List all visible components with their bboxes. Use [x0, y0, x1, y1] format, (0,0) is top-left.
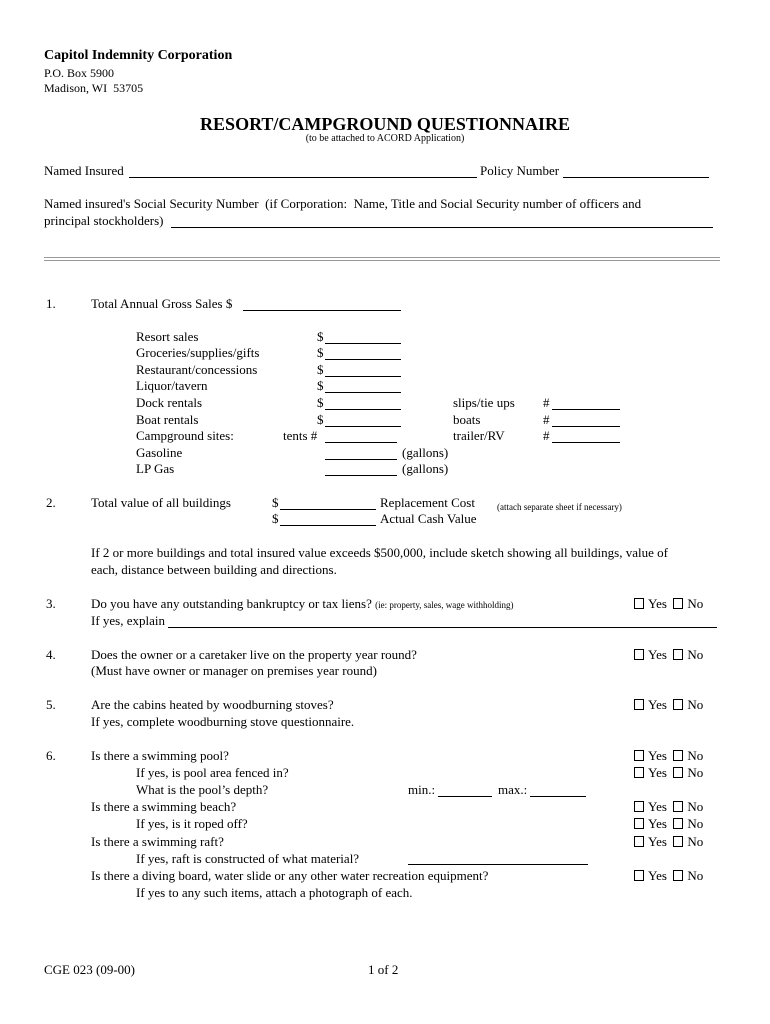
min-label: min.:: [408, 782, 436, 797]
gasoline-field[interactable]: [325, 459, 397, 460]
liquor-field[interactable]: [325, 392, 401, 393]
replacement-cost-field[interactable]: [280, 509, 376, 510]
q4-line-2: (Must have owner or manager on premises year round): [91, 663, 377, 678]
q6-depth: What is the pool’s depth?: [136, 782, 269, 797]
hash-sign: #: [543, 428, 550, 443]
groceries-label: Groceries/supplies/gifts: [136, 345, 260, 360]
roped-yes-checkbox[interactable]: [634, 818, 644, 829]
beach-yes-checkbox[interactable]: [634, 801, 644, 812]
fenced-no-checkbox[interactable]: [673, 767, 683, 778]
q3-label: Do you have any outstanding bankruptcy or tax liens? (ie: property, sales, wage withholding): [91, 596, 514, 611]
q4-yes-checkbox[interactable]: [634, 649, 644, 660]
beach-no-checkbox[interactable]: [673, 801, 683, 812]
divider-bottom: [44, 260, 720, 261]
q3-explain-label: If yes, explain: [91, 613, 166, 628]
q6-fenced-yes-no: Yes No: [634, 765, 703, 781]
lp-gas-gallons-label: (gallons): [402, 461, 449, 476]
dollar-sign: $: [317, 412, 324, 427]
actual-cash-value-field[interactable]: [280, 525, 376, 526]
q1-number: 1.: [46, 296, 56, 311]
hash-sign: #: [543, 412, 550, 427]
restaurant-label: Restaurant/concessions: [136, 362, 258, 377]
q6-number: 6.: [46, 748, 56, 763]
dock-rentals-field[interactable]: [325, 409, 401, 410]
attach-note: (attach separate sheet if necessary): [497, 502, 622, 512]
ssn-instructions-line-1: Named insured's Social Security Number (if Corporation: Name, Title and Social Security number of officers and: [44, 196, 642, 211]
gasoline-gallons-label: (gallons): [402, 445, 449, 460]
named-insured-label: Named Insured: [44, 163, 124, 178]
diving-yes-checkbox[interactable]: [634, 870, 644, 881]
named-insured-field[interactable]: [129, 177, 477, 178]
address-line-1: P.O. Box 5900: [44, 66, 115, 80]
q6-raft-yes-no: Yes No: [634, 834, 703, 850]
dollar-sign: $: [272, 511, 279, 526]
ssn-field[interactable]: [171, 227, 713, 228]
q6-fenced: If yes, is pool area fenced in?: [136, 765, 289, 780]
replacement-cost-label: Replacement Cost: [380, 495, 475, 510]
dollar-sign: $: [272, 495, 279, 510]
q5-number: 5.: [46, 697, 56, 712]
divider-top: [44, 257, 720, 258]
q5-line-1: Are the cabins heated by woodburning stoves?: [91, 697, 334, 712]
q2-instructions-line-2: each, distance between building and directions.: [91, 562, 337, 577]
boats-field[interactable]: [552, 426, 620, 427]
lp-gas-field[interactable]: [325, 475, 397, 476]
tents-field[interactable]: [325, 442, 397, 443]
q6-diving-yes-no: Yes No: [634, 868, 703, 884]
q5-yes-checkbox[interactable]: [634, 699, 644, 710]
trailer-rv-field[interactable]: [552, 442, 620, 443]
resort-sales-label: Resort sales: [136, 329, 199, 344]
q6-beach: Is there a swimming beach?: [91, 799, 237, 814]
q6-beach-yes-no: Yes No: [634, 799, 703, 815]
roped-no-checkbox[interactable]: [673, 818, 683, 829]
slips-label: slips/tie ups: [453, 395, 515, 410]
q4-no-checkbox[interactable]: [673, 649, 683, 660]
max-label: max.:: [498, 782, 528, 797]
boats-label: boats: [453, 412, 481, 427]
raft-yes-checkbox[interactable]: [634, 836, 644, 847]
q6-roped-yes-no: Yes No: [634, 816, 703, 832]
q3-yes-no: Yes No: [634, 596, 703, 612]
dollar-sign: $: [317, 395, 324, 410]
dollar-sign: $: [317, 362, 324, 377]
q5-line-2: If yes, complete woodburning stove questionnaire.: [91, 714, 355, 729]
q1-label: Total Annual Gross Sales $: [91, 296, 233, 311]
page-subtitle: (to be attached to ACORD Application): [305, 133, 465, 144]
boat-rentals-label: Boat rentals: [136, 412, 199, 427]
address-line-2: Madison, WI 53705: [44, 81, 144, 95]
dollar-sign: $: [317, 378, 324, 393]
groceries-field[interactable]: [325, 359, 401, 360]
raft-no-checkbox[interactable]: [673, 836, 683, 847]
q5-yes-no: Yes No: [634, 697, 703, 713]
pool-no-checkbox[interactable]: [673, 750, 683, 761]
q6-pool-yes-no: Yes No: [634, 748, 703, 764]
q5-no-checkbox[interactable]: [673, 699, 683, 710]
restaurant-field[interactable]: [325, 376, 401, 377]
q3-no-checkbox[interactable]: [673, 598, 683, 609]
q2-instructions-line-1: If 2 or more buildings and total insured value exceeds $500,000, include sketch showing all buildings, value of: [91, 545, 668, 560]
lp-gas-label: LP Gas: [136, 461, 175, 476]
slips-field[interactable]: [552, 409, 620, 410]
q6-diving: Is there a diving board, water slide or any other water recreation equipment?: [91, 868, 489, 883]
q4-yes-no: Yes No: [634, 647, 703, 663]
q6-pool: Is there a swimming pool?: [91, 748, 229, 763]
dollar-sign: $: [317, 345, 324, 360]
dock-rentals-label: Dock rentals: [136, 395, 203, 410]
q3-number: 3.: [46, 596, 56, 611]
q3-yes-checkbox[interactable]: [634, 598, 644, 609]
pool-max-depth-field[interactable]: [530, 796, 586, 797]
actual-cash-value-label: Actual Cash Value: [380, 511, 477, 526]
page-title: RESORT/CAMPGROUND QUESTIONNAIRE: [200, 114, 570, 134]
resort-sales-field[interactable]: [325, 343, 401, 344]
hash-sign: #: [543, 395, 550, 410]
liquor-label: Liquor/tavern: [136, 378, 208, 393]
q2-number: 2.: [46, 495, 56, 510]
pool-min-depth-field[interactable]: [438, 796, 492, 797]
trailer-rv-label: trailer/RV: [453, 428, 505, 443]
q6-raft: Is there a swimming raft?: [91, 834, 224, 849]
diving-no-checkbox[interactable]: [673, 870, 683, 881]
gasoline-label: Gasoline: [136, 445, 183, 460]
policy-number-label: Policy Number: [480, 163, 560, 178]
company-name: Capitol Indemnity Corporation: [44, 48, 233, 63]
campground-sites-label: Campground sites:: [136, 428, 234, 443]
q6-raft-material: If yes, raft is constructed of what material?: [136, 851, 360, 866]
raft-material-field[interactable]: [408, 864, 588, 865]
pool-yes-checkbox[interactable]: [634, 750, 644, 761]
q4-number: 4.: [46, 647, 56, 662]
ssn-instructions-line-2: principal stockholders): [44, 213, 164, 228]
q6-photo: If yes to any such items, attach a photograph of each.: [136, 885, 413, 900]
q4-line-1: Does the owner or a caretaker live on the property year round?: [91, 647, 417, 662]
q6-roped: If yes, is it roped off?: [136, 816, 248, 831]
total-gross-sales-field[interactable]: [243, 310, 401, 311]
policy-number-field[interactable]: [563, 177, 709, 178]
boat-rentals-field[interactable]: [325, 426, 401, 427]
tents-label: tents #: [283, 428, 318, 443]
dollar-sign: $: [317, 329, 324, 344]
q2-label: Total value of all buildings: [91, 495, 231, 510]
page-number: 1 of 2: [368, 962, 399, 977]
fenced-yes-checkbox[interactable]: [634, 767, 644, 778]
form-id: CGE 023 (09-00): [44, 962, 135, 977]
q3-explain-field[interactable]: [168, 627, 717, 628]
